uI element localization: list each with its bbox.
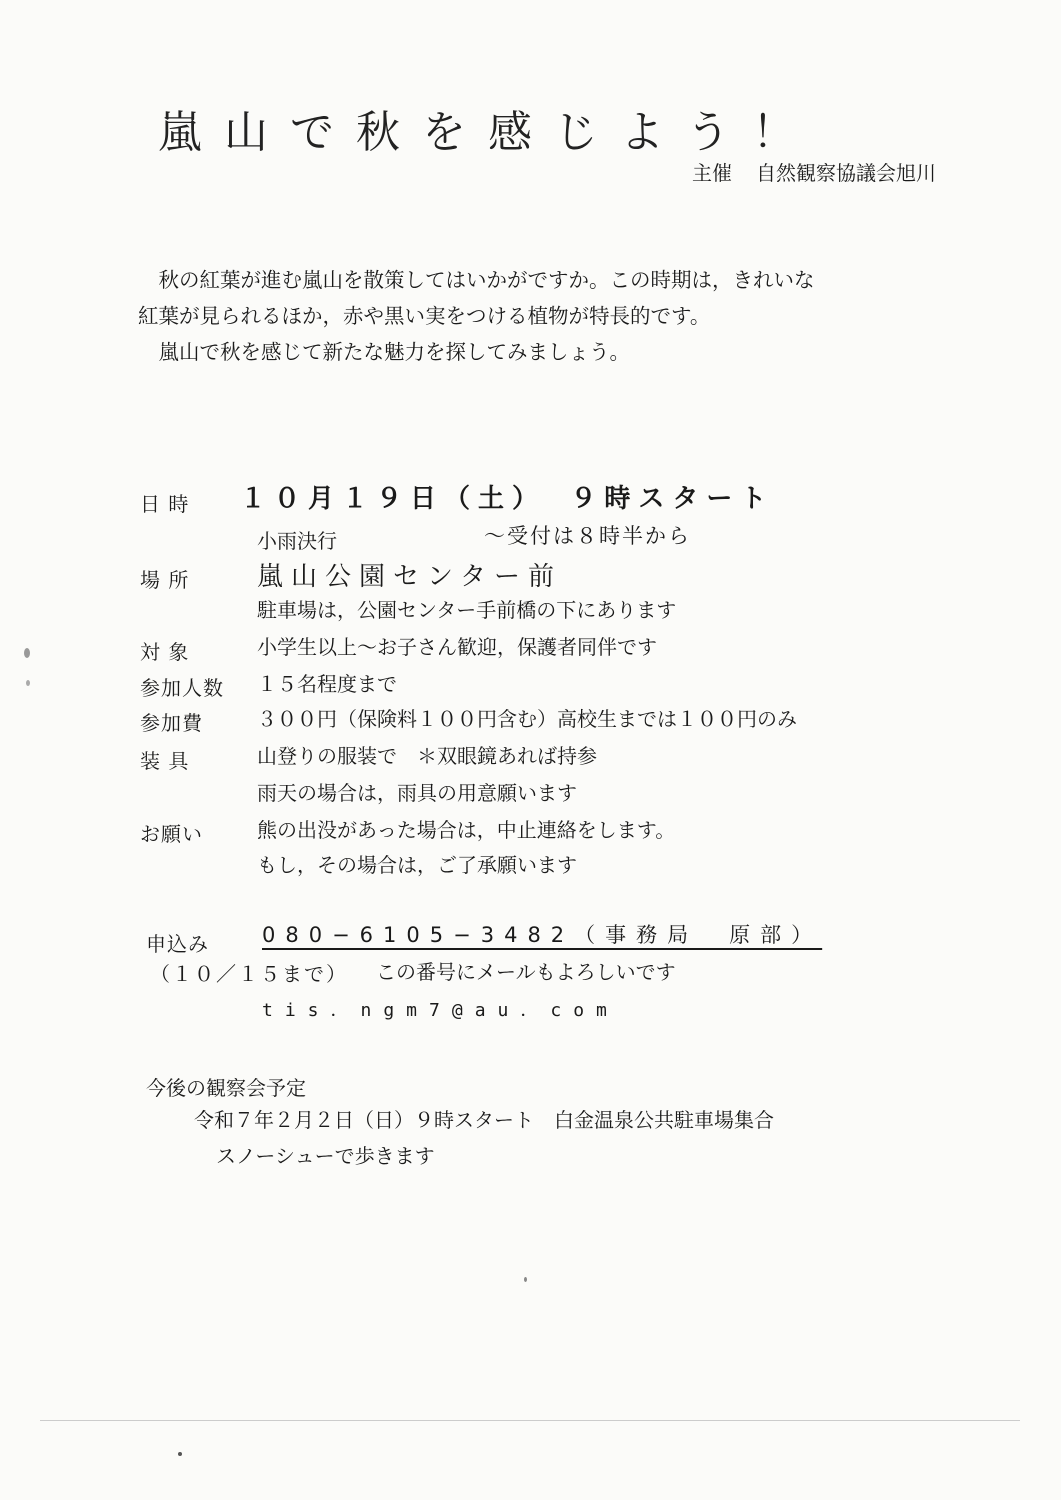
schedule-reception: ～受付は８時半から <box>484 524 691 548</box>
organizer-label: 主催 <box>692 161 732 185</box>
target-value: 小学生以上～お子さん歓迎，保護者同伴です <box>257 635 657 659</box>
schedule-time: ９時スタート <box>570 484 775 514</box>
schedule-date: １０月１９日（土） <box>240 484 547 514</box>
scan-speck <box>26 680 30 686</box>
intro-line: 紅葉が見られるほか，赤や黒い実をつける植物が特長的です。 <box>138 304 711 328</box>
equipment-line: 山登りの服装で ＊双眼鏡あれば持参 <box>257 744 597 768</box>
apply-mail-note: この番号にメールもよろしいです <box>376 960 676 984</box>
organizer <box>692 157 936 186</box>
fee-label: 参加費 <box>140 711 203 735</box>
place-name: 嵐山公園センター前 <box>257 562 562 592</box>
organizer-name: 自然観察協議会旭川 <box>756 161 936 185</box>
fee-value: ３００円（保険料１００円含む）高校生までは１００円のみ <box>257 707 797 731</box>
request-label: お願い <box>140 822 203 846</box>
target-label: 対 象 <box>140 640 190 664</box>
scan-speck <box>24 648 30 658</box>
future-heading: 今後の観察会予定 <box>146 1076 306 1100</box>
future-line: スノーシューで歩きます <box>216 1144 435 1168</box>
capacity-label: 参加人数 <box>140 676 224 700</box>
capacity-value: １５名程度まで <box>257 672 397 696</box>
scan-speck <box>524 1277 527 1282</box>
apply-deadline: （１０／１５まで） <box>150 962 348 986</box>
intro-paragraph <box>138 262 815 370</box>
page-title: 嵐山で秋を感じよう！ <box>158 107 818 158</box>
schedule-line <box>240 478 774 515</box>
equipment-label: 装 具 <box>140 749 190 773</box>
apply-label: 申込み <box>146 932 209 956</box>
equipment-line: 雨天の場合は，雨具の用意願います <box>257 781 577 805</box>
schedule-rain: 小雨決行 <box>257 529 337 553</box>
scan-speck <box>178 1452 182 1456</box>
place-label: 場 所 <box>140 568 190 592</box>
request-line: 熊の出没があった場合は，中止連絡をします。 <box>257 818 676 842</box>
intro-line: 秋の紅葉が進む嵐山を散策してはいかがですか。この時期は，きれいな <box>138 268 815 292</box>
schedule-label: 日 時 <box>140 492 190 516</box>
apply-email: tis．ngm7@au．com <box>262 1000 619 1021</box>
place-parking: 駐車場は，公園センター手前橋の下にあります <box>257 598 677 622</box>
intro-line: 嵐山で秋を感じて新たな魅力を探してみましょう。 <box>138 340 630 364</box>
request-line: もし，その場合は，ご了承願います <box>257 853 577 877</box>
apply-phone: 080−6105−3482（事務局 原部） <box>262 923 823 947</box>
scan-edge-line <box>40 1420 1020 1421</box>
future-line: 令和７年２月２日（日）９時スタート 白金温泉公共駐車場集合 <box>194 1108 774 1132</box>
